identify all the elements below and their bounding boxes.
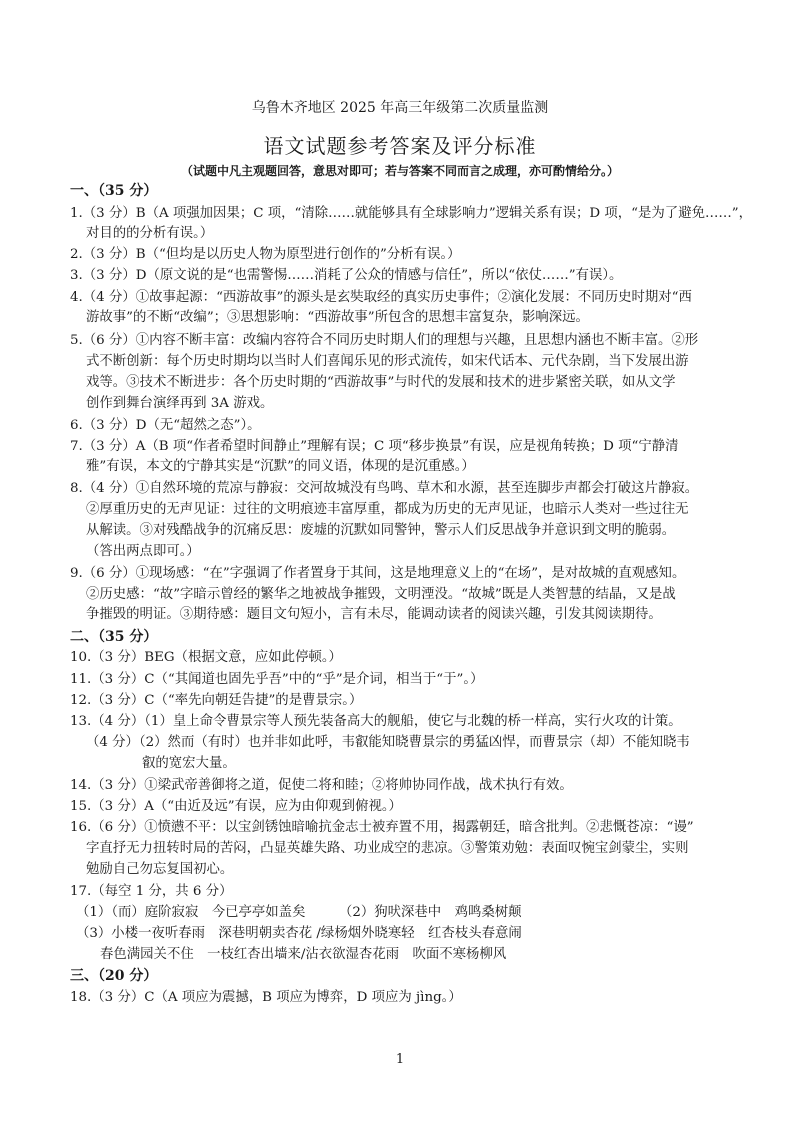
answer-line: 字直抒无力扭转时局的苦闷，凸显英雄失路、功业成空的悲凉。③警策劝勉：表面叹惋宝剑蒙尘，实则	[86, 841, 689, 856]
answer-line: 对目的的分析有误。）	[86, 226, 214, 241]
answer-line: 15.（3 分）A（“由近及远”有误，应为由仰观到俯视。）	[70, 799, 402, 814]
answer-line: 9.（6 分）①现场感：“在”字强调了作者置身于其间，这是地理意义上的“在场”，是对故城的直观感知。	[70, 566, 686, 581]
exam-supertitle: 乌鲁木齐地区 2025 年高三年级第二次质量监测	[251, 100, 549, 116]
answer-line: 从解读。③对残酷战争的沉痛反思：废墟的沉默如同警钟，警示人们反思战争并意识到文明的脆弱。	[86, 523, 676, 538]
section-heading-3: 三、（20 分）	[70, 968, 158, 984]
answer-line: 式不断创新：每个历史时期均以当时人们喜闻乐见的形式流传，如宋代话本、元代杂剧，当下发展出游	[86, 354, 689, 369]
answer-line: 2.（3 分）B（“但均是以历史人物为原型进行创作的”分析有误。）	[70, 247, 461, 262]
answer-line: 8.（4 分）①自然环境的荒凉与静寂：交河故城没有鸟鸣、草木和水源，甚至连脚步声都会打破这片静寂。	[70, 481, 699, 496]
answer-line: 16.（6 分）①愤懑不平：以宝剑锈蚀暗喻抗金志士被弃置不用，揭露朝廷，暗含批判。②悲慨苍凉：“谩”	[70, 820, 694, 835]
answer-line: ②历史感：“故”字暗示曾经的繁华之地被战争摧毁，文明湮没。“故城”既是人类智慧的结晶，又是战	[86, 587, 676, 602]
section-heading-2: 二、（35 分）	[70, 629, 158, 645]
answer-line: 12.（3 分）C（“率先向朝廷告捷”的是曹景宗。）	[70, 693, 363, 708]
answer-line: 3.（3 分）D（原文说的是“也需警惕……消耗了公众的情感与信任”，所以“依仗……”有误）。	[70, 268, 623, 283]
answer-line: （答出两点即可。）	[86, 544, 200, 559]
grading-note: （试题中凡主观题回答，意思对即可；若与答案不同而言之成理，亦可酌情给分。）	[180, 164, 619, 178]
answer-line: （1）（而）庭阶寂寂 今已亭亭如盖矣 （2）狗吠深巷中 鸡鸣桑树颠	[76, 905, 522, 920]
answer-line: ②厚重历史的无声见证：过往的文明痕迹丰富厚重，都成为历史的无声见证，也暗示人类对一些过往无	[86, 502, 689, 517]
answer-line: （4 分）（2）然而（有时）也并非如此呼，韦叡能知晓曹景宗的勇猛凶悍，而曹景宗（却）不能知晓韦	[86, 735, 690, 750]
answer-line: 18.（3 分）C（A 项应为震撼，B 项应为博弈，D 项应为 jìng。）	[70, 990, 462, 1005]
answer-line: 4.（4 分）①故事起源：“西游故事”的源头是玄奘取经的真实历史事件；②演化发展：不同历史时期对“西	[70, 290, 692, 305]
answer-line: 5.（6 分）①内容不断丰富：改编内容符合不同历史时期人们的理想与兴趣，且思想内涵也不断丰富。②形	[70, 333, 699, 348]
answer-line: 雅”有误，本文的宁静其实是“沉默”的同义语，体现的是沉重感。）	[86, 459, 475, 474]
answer-line: 戏等。③技术不断进步：各个历史时期的“西游故事”与时代的发展和技术的进步紧密关联，如从文学	[86, 375, 676, 390]
answer-line: 10.（3 分）BEG（根据文意，应如此停顿。）	[70, 650, 342, 665]
answer-line: 6.（3 分）D（无“超然之态”）。	[70, 418, 261, 433]
answer-line: 17.（每空 1 分，共 6 分）	[70, 884, 233, 899]
answer-line: 1.（3 分）B（A 项强加因果；C 项，“清除……就能够具有全球影响力”逻辑关系有误；D 项，“是为了避免……”，	[70, 206, 752, 221]
answer-line: 13.（4 分）（1）皇上命令曹景宗等人预先装备高大的舰船，使它与北魏的桥一样高，实行火攻的计策。	[70, 714, 682, 729]
answer-line: 7.（3 分）A（B 项“作者希望时间静止”理解有误；C 项“移步换景”有误，应是视角转换；D 项“宁静清	[70, 439, 679, 454]
answer-line: 14.（3 分）①梁武帝善御将之道，促使二将和睦；②将帅协同作战，战术执行有效。	[70, 778, 573, 793]
answer-line: 创作到舞台演绎再到 3A 游戏。	[86, 396, 274, 411]
answer-line: 勉励自己勿忘复国初心。	[86, 862, 234, 877]
answer-line: （3）小楼一夜听春雨 深巷明朝卖杏花 /绿杨烟外晓寒轻 红杏枝头春意闹	[76, 926, 522, 941]
document-title: 语文试题参考答案及评分标准	[263, 134, 537, 158]
answer-line: 春色满园关不住 一枝红杏出墙来/沾衣欲湿杏花雨 吹面不寒杨柳风	[100, 947, 507, 962]
answer-line: 叡的宽宏大量。	[142, 756, 236, 771]
answer-line: 游故事”的不断“改编”；③思想影响：“西游故事”所包含的思想丰富复杂，影响深远。	[86, 310, 589, 325]
section-heading-1: 一、（35 分）	[70, 183, 158, 199]
answer-line: 11.（3 分）C（“其闻道也固先乎吾”中的“乎”是介词，相当于“于”。）	[70, 672, 484, 687]
answer-line: 争摧毁的明证。③期待感：题目文句短小，言有未尽，能调动读者的阅读兴趣，引发其阅读期待。	[86, 607, 662, 622]
page-number: 1	[395, 1052, 405, 1067]
